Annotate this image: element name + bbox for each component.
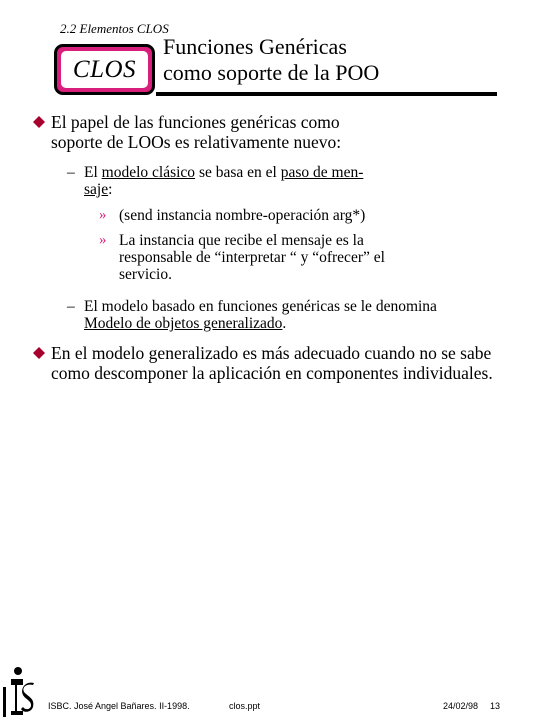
clos-logo-box <box>54 44 155 95</box>
sub-point-2-text: El modelo basado en funciones genéricas se le denomina <box>84 298 437 315</box>
slide-title <box>163 34 493 86</box>
sub-sub-point-2 <box>99 232 439 283</box>
title-line-2: como soporte de la POO <box>163 60 380 85</box>
footer-date: 24/02/98 <box>443 701 479 711</box>
sub-sub-point-2-text: La instancia que recibe el mensaje es la responsable de “interpretar “ y “ofrecer” el servicio. <box>119 232 385 283</box>
bullet-1-line-1: El papel de las funciones genéricas como <box>51 112 340 132</box>
sub-point-1-suffix: : <box>108 181 113 198</box>
dash-bullet-icon: – <box>67 298 75 315</box>
bullet-1-line-2: soporte de LOOs es relativamente nuevo: <box>51 132 342 152</box>
sub-point-1 <box>67 164 444 198</box>
sub-point-2 <box>67 298 444 332</box>
modelo-clasico-term: modelo clásico <box>101 164 196 181</box>
bullet-1 <box>51 112 491 152</box>
sub-point-1-prefix: El <box>84 164 102 181</box>
paso-de-mensaje-link: paso de men- <box>280 164 364 181</box>
double-chevron-icon: » <box>99 207 107 223</box>
paso-de-mensaje-link-2: saje <box>84 181 109 198</box>
double-chevron-icon: » <box>99 232 107 248</box>
modelo-generalizado-link: Modelo de objetos generalizado <box>84 315 283 332</box>
is-logo-icon <box>3 665 37 717</box>
sub-sub-point-1-text: (send instancia nombre-operación arg*) <box>119 207 366 224</box>
diamond-bullet-icon <box>33 347 45 359</box>
title-underline <box>156 92 497 96</box>
sub-point-1-middle: se basa en el <box>195 164 281 181</box>
diamond-bullet-icon <box>33 116 45 128</box>
footer-page-number: 13 <box>490 701 501 711</box>
sub-sub-point-1 <box>99 207 439 224</box>
footer-filename: clos.ppt <box>229 701 261 711</box>
footer-author: ISBC. José Angel Bañares. II-1998. <box>48 701 190 711</box>
sub-point-2-suffix: . <box>282 315 287 332</box>
title-line-1: Funciones Genéricas <box>163 34 347 59</box>
bullet-2-text: En el modelo generalizado es más adecuado cuando no se sabe como descomponer la aplicación en componentes individuales. <box>51 343 493 383</box>
bullet-2 <box>51 343 501 383</box>
section-label: 2.2 Elementos CLOS <box>60 21 169 36</box>
clos-logo-text: CLOS <box>61 51 148 88</box>
dash-bullet-icon: – <box>67 164 75 181</box>
